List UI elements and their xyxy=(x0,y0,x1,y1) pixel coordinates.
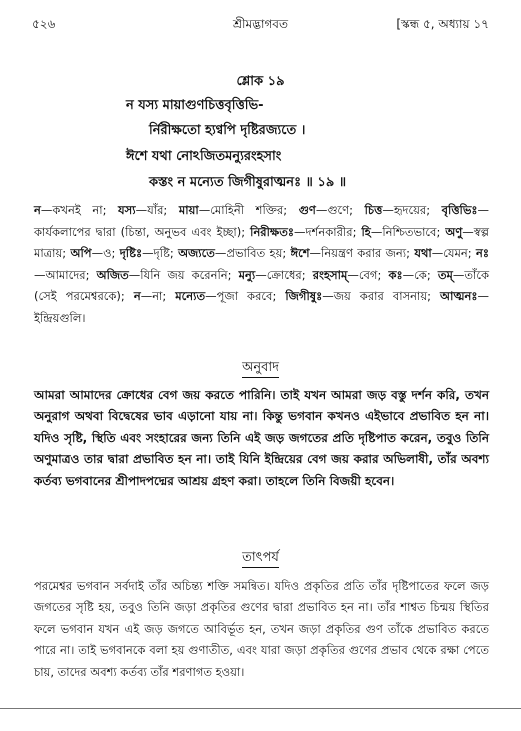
synonym-entry: নঃ—আমাদের; xyxy=(34,246,490,282)
page-bottom-rule xyxy=(0,708,521,709)
synonym-meaning: তাঁকে (সেই পরমেশ্বরকে) xyxy=(34,267,489,304)
purport-heading xyxy=(0,548,521,569)
synonym-meaning: দর্শনকারীর xyxy=(305,224,353,239)
synonym-meaning: নিশ্চিতভাবে xyxy=(382,224,437,239)
synonym-entry: অজ্যতে—প্রভাবিত হয়; xyxy=(178,246,291,261)
synonym-meaning: নিয়ন্ত্রণ করার জন্য xyxy=(321,246,407,261)
synonym-word: মন্যু xyxy=(238,267,256,282)
synonym-entry: ন—না; xyxy=(133,289,176,304)
synonym-meaning: যেমন xyxy=(443,246,468,261)
synonym-word: রংহসাম্ xyxy=(312,267,348,282)
synonym-entry: অজিত—যিনি জয় করেননি; xyxy=(96,267,239,282)
synonym-entry: চিত্ত—হৃদয়ের; xyxy=(364,203,442,217)
synonym-entry: তম্—তাঁকে (সেই পরমেশ্বরকে); xyxy=(34,267,489,304)
synonym-entry: নিরীক্ষতঃ—দর্শনকারীর; xyxy=(250,224,362,239)
synonym-entry: ঈশে—নিয়ন্ত্রণ করার জন্য; xyxy=(290,246,415,261)
synonym-word: জিগীষুঃ xyxy=(285,289,323,304)
synonym-word: যস্য xyxy=(118,203,136,217)
synonym-word: নিরীক্ষতঃ xyxy=(250,224,295,239)
synonym-meaning: আমাদের xyxy=(45,267,86,282)
synonym-entry: কঃ—কে; xyxy=(388,267,438,282)
synonym-entry: দৃষ্টিঃ—দৃষ্টি; xyxy=(119,246,179,261)
verse-line: ন যস্য মায়াগুণচিত্তবৃত্তিভি- xyxy=(126,98,264,113)
chapter-reference: [স্কন্ধ ৫, অধ্যায় ১৭ xyxy=(396,17,489,31)
synonym-word: কঃ xyxy=(388,267,403,282)
synonym-meaning: ইন্দ্রিয়গুলি। xyxy=(34,310,86,325)
synonym-entry: যথা—যেমন; xyxy=(414,246,477,261)
verse-line: কস্তং ন মন্যেত জিগীষুরাত্মনঃ ॥ ১৯ ॥ xyxy=(149,175,347,190)
synonym-meaning: বেগ xyxy=(358,267,378,282)
verse-line: ঈশে যথা নোঽজিতমন্যুরংহসাং xyxy=(126,149,282,164)
synonym-word: ন xyxy=(34,203,41,217)
verse-line: র্নিরীক্ষতো হ্যণ্বপি দৃষ্টিরজ্যতে । xyxy=(149,123,306,138)
synonym-meaning: কার্যকলাপের দ্বারা (চিন্তা, অনুভব এবং ইচ্ছা) xyxy=(34,224,242,239)
synonym-entry: মন্যেত—পূজা করবে; xyxy=(175,289,286,304)
synonym-word: অজিত xyxy=(96,267,129,282)
synonym-meaning: কে xyxy=(414,267,427,282)
synonym-word: বৃত্তিভিঃ xyxy=(441,203,478,217)
synonym-entry: বৃত্তিভিঃ—কার্যকলাপের দ্বারা (চিন্তা, অনুভব এবং ইচ্ছা); xyxy=(34,203,490,239)
synonym-word: যথা xyxy=(414,246,432,261)
synonym-word: তম্ xyxy=(437,267,453,282)
synonym-word: অপি xyxy=(70,246,92,261)
synonym-word: নঃ xyxy=(476,246,490,261)
synonym-word: হি xyxy=(361,224,371,239)
synonym-meaning: দৃষ্টি xyxy=(153,246,170,261)
synonym-entry: ন—কখনই না; xyxy=(34,203,119,217)
synonym-entry: মন্যু—ক্রোধের; xyxy=(238,267,313,282)
synonym-entry: গুণ—গুণে; xyxy=(298,203,365,217)
page-header xyxy=(32,16,489,34)
synonym-word: ন xyxy=(133,289,141,304)
synonym-meaning: হৃদয়ের xyxy=(393,203,427,217)
purport-title: তাৎপর্য xyxy=(242,550,279,568)
synonym-entry: অপি—ও; xyxy=(70,246,120,261)
synonym-word: ঈশে xyxy=(290,246,310,261)
synonym-meaning: জয় করার বাসনায় xyxy=(333,289,428,304)
synonym-meaning: কখনই না xyxy=(52,203,103,217)
page-number: ৫২৬ xyxy=(32,17,56,31)
synonym-meaning: যিনি জয় করেননি xyxy=(140,267,228,282)
purport-text: পরমেশ্বর ভগবান সর্বদাই তাঁর অচিন্ত্য শক্তি সমন্বিত। যদিও প্রকৃতির প্রতি তাঁর দৃষ্টিপাতের ফলে জড় জগতের সৃষ্টি হয়, তবুও তিনি জড়া প্রকৃতির গুণের দ্বারা প্রভাবিত হন না। তাঁর শাশ্বত চিন্ময় স্থিতির ফলে ভগবান যখন এই জড় জগতে আবির্ভূত হন, তখন জড়া প্রকৃতির গুণ তাঁকে প্রভাবিত করতে পারে না। তাই ভগবানকে বলা হয় গুণাতীত, এবং যারা জড়া প্রকৃতির গুণের প্রভাব থেকে রক্ষা পেতে চায়, তাদের অবশ্য কর্তব্য তাঁর শরণাগত হওয়া। xyxy=(34,579,489,679)
synonym-meaning: স্বল্প মাত্রায় xyxy=(34,224,490,261)
synonym-word: অণু xyxy=(445,224,463,239)
synonym-meaning: না xyxy=(152,289,163,304)
synonym-meaning: প্রভাবিত হয় xyxy=(226,246,283,261)
synonym-word: দৃষ্টিঃ xyxy=(119,246,143,261)
synonym-entry: অণু—স্বল্প মাত্রায়; xyxy=(34,224,490,261)
synonym-entry: মায়া—মোহিনী শক্তির; xyxy=(178,203,299,217)
translation-heading xyxy=(0,358,521,379)
synonym-meaning: ও xyxy=(103,246,112,261)
synonym-word: গুণ xyxy=(298,203,316,217)
verse-title: শ্লোক ১৯ xyxy=(236,74,285,89)
synonym-meaning: যাঁর xyxy=(147,203,164,217)
synonym-meaning: পূজা করবে xyxy=(216,289,273,304)
synonym-entry: হি—নিশ্চিতভাবে; xyxy=(361,224,446,239)
synonym-word: আত্মনঃ xyxy=(440,289,478,304)
word-for-word-synonyms xyxy=(34,200,489,330)
synonym-word: মন্যেত xyxy=(175,289,206,304)
synonym-entry: যস্য—যাঁর; xyxy=(118,203,179,217)
synonym-meaning: মোহিনী শক্তির xyxy=(210,203,284,217)
translation-title: অনুবাদ xyxy=(242,360,279,378)
synonym-entry: রংহসাম্—বেগ; xyxy=(312,267,389,282)
translation-text: আমরা আমাদের ক্রোধের বেগ জয় করতে পারিনি। তাই যখন আমরা জড় বস্তু দর্শন করি, তখন অনুরাগ অথবা বিদ্বেষের ভাব এড়ানো যায় না। কিন্তু ভগবান কখনও এইভাবে প্রভাবিত হন না। যদিও সৃষ্টি, স্থিতি এবং সংহারের জন্য তিনি এই জড় জগতের প্রতি দৃষ্টিপাত করেন, তবুও তিনি অণুমাত্রও তার দ্বারা প্রভাবিত হন না। তাই যিনি ইন্দ্রিয়ের বেগ জয় করার অভিলাষী, তাঁর অবশ্য কর্তব্য ভগবানের শ্রীপাদপদ্মের আশ্রয় গ্রহণ করা। তাহলে তিনি বিজয়ী হবেন। xyxy=(34,388,489,488)
book-title: শ্রীমদ্ভাগবত xyxy=(232,17,288,31)
synonym-word: চিত্ত xyxy=(364,203,383,217)
synonym-meaning: ক্রোধের xyxy=(266,267,302,282)
synonym-meaning: গুণে xyxy=(327,203,350,217)
synonym-entry: জিগীষুঃ—জয় করার বাসনায়; xyxy=(285,289,441,304)
synonym-entry: আত্মনঃ—ইন্দ্রিয়গুলি। xyxy=(34,289,490,325)
synonym-word: মায়া xyxy=(178,203,199,217)
synonym-word: অজ্যতে xyxy=(178,246,215,261)
